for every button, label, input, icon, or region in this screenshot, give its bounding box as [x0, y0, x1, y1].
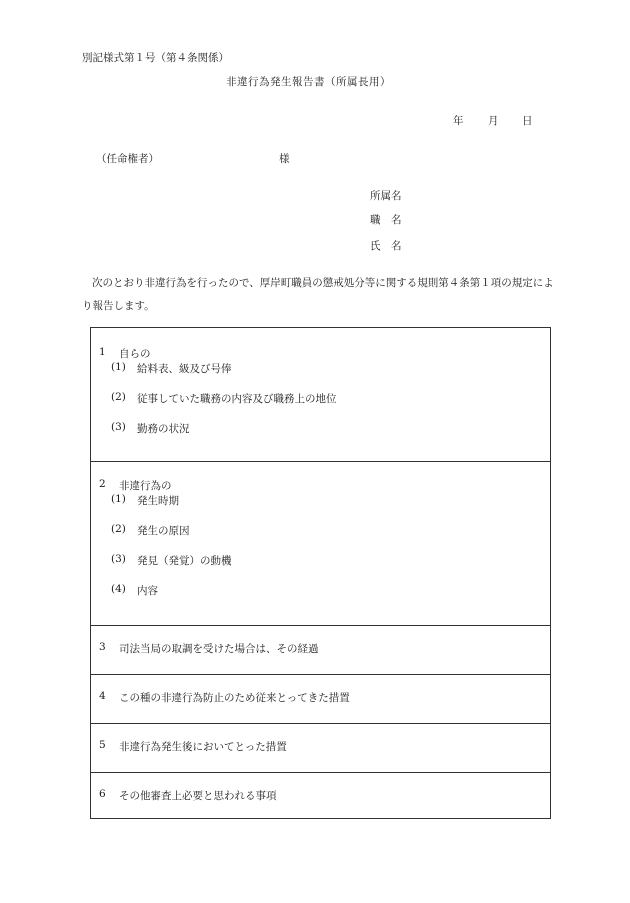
sender-name-label: 氏 名 [370, 240, 402, 252]
item-number: (1) [111, 361, 126, 373]
date-day-label: 日 [522, 115, 533, 127]
item-text: 従事していた職務の内容及び職務上の地位 [137, 393, 337, 405]
section-6 [91, 773, 550, 819]
item-number: (1) [111, 493, 126, 505]
section-heading: 非違行為の [119, 480, 172, 492]
section-3 [91, 626, 550, 675]
section-number: 2 [99, 478, 106, 490]
date-month-label: 月 [488, 115, 499, 127]
item-number: (2) [111, 523, 126, 535]
section-heading: この種の非違行為防止のため従来とってきた措置 [119, 692, 350, 704]
addressee-appointer: （任命権者） [96, 153, 159, 165]
section-number: 1 [99, 346, 106, 358]
item-text: 発見（発覚）の動機 [137, 555, 232, 567]
section-5 [91, 724, 550, 773]
item-text: 給料表、級及び号俸 [137, 363, 232, 375]
section-number: 5 [99, 739, 106, 751]
addressee-honorific: 様 [279, 153, 290, 165]
section-2 [91, 462, 550, 626]
sender-department-label: 所属名 [370, 190, 402, 202]
item-text: 内容 [137, 585, 158, 597]
item-text: 発生の原因 [137, 525, 190, 537]
date-year-label: 年 [453, 115, 464, 127]
item-number: (3) [111, 553, 126, 565]
section-heading: 司法当局の取調を受けた場合は、その経過 [119, 643, 319, 655]
form-number-label: 別記様式第１号（第４条関係） [82, 52, 229, 64]
section-heading: 自らの [119, 348, 151, 360]
item-number: (3) [111, 421, 126, 433]
document-title: 非違行為発生報告書（所属長用） [226, 76, 391, 88]
section-1 [91, 328, 550, 462]
section-number: 3 [99, 641, 106, 653]
item-text: 勤務の状況 [137, 423, 190, 435]
report-table [90, 327, 551, 819]
section-4 [91, 675, 550, 724]
section-heading: 非違行為発生後においてとった措置 [119, 741, 287, 753]
item-number: (4) [111, 583, 126, 595]
section-number: 4 [99, 690, 106, 702]
body-text [82, 272, 554, 318]
section-number: 6 [99, 788, 106, 800]
item-text: 発生時期 [137, 495, 179, 507]
body-paragraph: 次のとおり非違行為を行ったので、厚岸町職員の懲戒処分等に関する規則第４条第１項の規定により報告します。 [82, 277, 554, 312]
sender-position-label: 職 名 [370, 214, 402, 226]
item-number: (2) [111, 391, 126, 403]
section-heading: その他審査上必要と思われる事項 [119, 790, 277, 802]
